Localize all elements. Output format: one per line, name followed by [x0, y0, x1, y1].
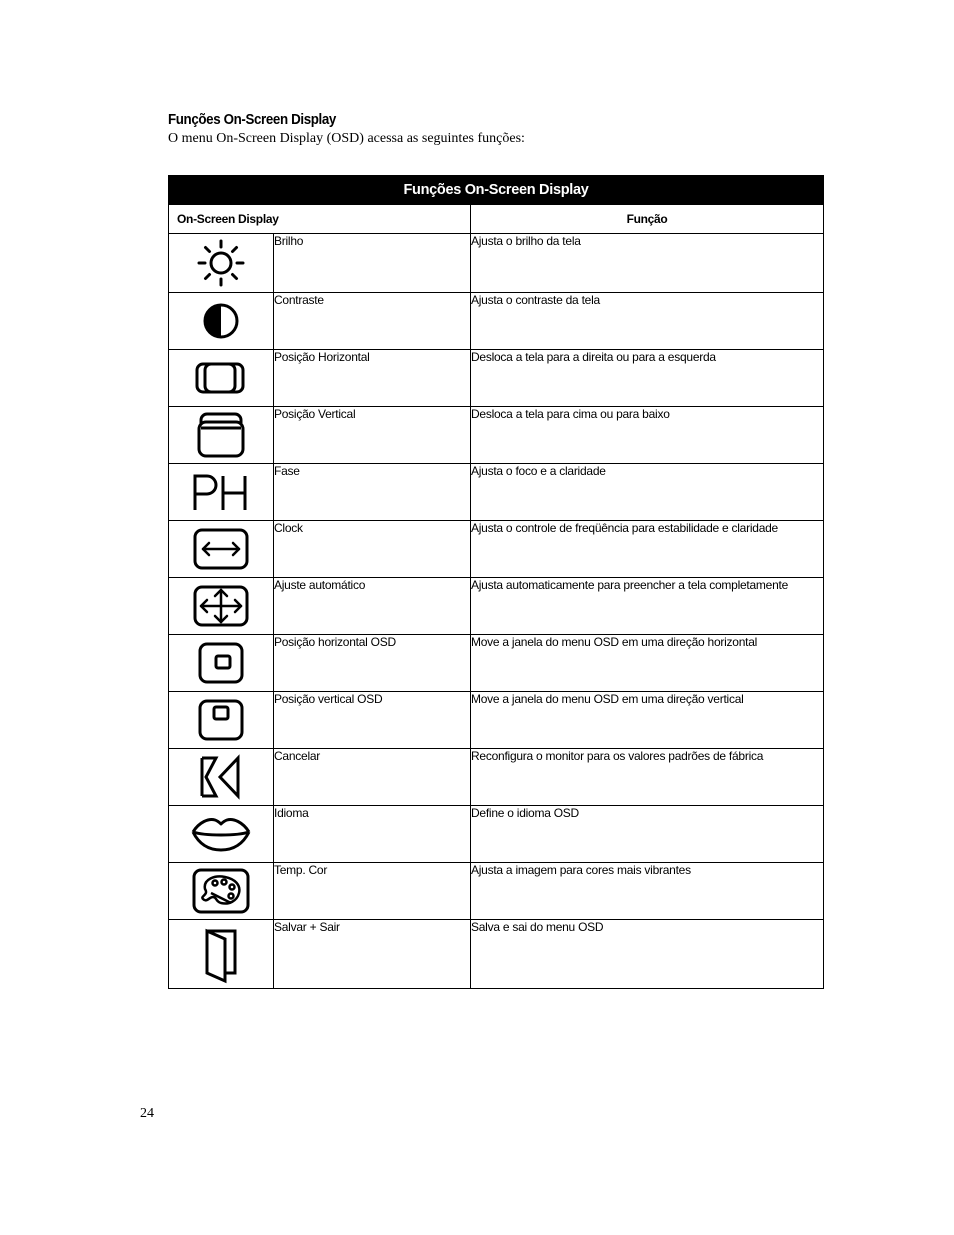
column-header-osd: On-Screen Display — [169, 205, 471, 234]
osd-name: Fase — [274, 464, 471, 521]
phase-ph-icon — [191, 470, 251, 514]
osd-horizontal-position-icon — [196, 640, 246, 686]
brightness-sun-icon — [195, 237, 247, 289]
table-row — [169, 521, 824, 578]
osd-function: Desloca a tela para cima ou para baixo — [471, 407, 824, 464]
table-row — [169, 234, 824, 293]
section-heading: Funções On-Screen Display — [168, 112, 336, 128]
table-row — [169, 578, 824, 635]
osd-name: Contraste — [274, 293, 471, 350]
osd-function: Ajusta o foco e a claridade — [471, 464, 824, 521]
osd-function: Reconfigura o monitor para os valores padrões de fábrica — [471, 749, 824, 806]
column-header-function: Função — [471, 205, 824, 234]
color-palette-icon — [191, 867, 251, 915]
osd-function: Move a janela do menu OSD em uma direção horizontal — [471, 635, 824, 692]
table-row — [169, 920, 824, 989]
osd-functions-table — [168, 175, 824, 989]
osd-name: Brilho — [274, 234, 471, 293]
osd-function: Ajusta a imagem para cores mais vibrantes — [471, 863, 824, 920]
table-row — [169, 293, 824, 350]
osd-name: Clock — [274, 521, 471, 578]
osd-function: Ajusta o contraste da tela — [471, 293, 824, 350]
osd-name: Ajuste automático — [274, 578, 471, 635]
osd-name: Temp. Cor — [274, 863, 471, 920]
vertical-position-icon — [193, 410, 249, 460]
osd-name: Posição horizontal OSD — [274, 635, 471, 692]
osd-function: Salva e sai do menu OSD — [471, 920, 824, 989]
table-row — [169, 350, 824, 407]
osd-name: Posição vertical OSD — [274, 692, 471, 749]
table-row — [169, 692, 824, 749]
language-lips-icon — [189, 814, 253, 854]
auto-adjust-icon — [191, 583, 251, 629]
page-number: 24 — [140, 1106, 154, 1121]
save-exit-door-icon — [199, 923, 243, 985]
osd-function: Move a janela do menu OSD em uma direção vertical — [471, 692, 824, 749]
table-row — [169, 806, 824, 863]
clock-arrows-icon — [191, 526, 251, 572]
osd-function: Ajusta automaticamente para preencher a tela completamente — [471, 578, 824, 635]
intro-text: O menu On-Screen Display (OSD) acessa as seguintes funções: — [168, 131, 525, 146]
osd-name: Idioma — [274, 806, 471, 863]
osd-function: Define o idioma OSD — [471, 806, 824, 863]
osd-name: Posição Vertical — [274, 407, 471, 464]
contrast-icon — [199, 299, 243, 343]
table-row — [169, 863, 824, 920]
osd-function: Ajusta o controle de freqüência para estabilidade e claridade — [471, 521, 824, 578]
table-row — [169, 464, 824, 521]
table-title: Funções On-Screen Display — [169, 176, 824, 205]
osd-vertical-position-icon — [196, 697, 246, 743]
table-row — [169, 635, 824, 692]
osd-name: Salvar + Sair — [274, 920, 471, 989]
osd-function: Ajusta o brilho da tela — [471, 234, 824, 293]
osd-name: Cancelar — [274, 749, 471, 806]
table-row — [169, 407, 824, 464]
cancel-reset-icon — [196, 754, 246, 800]
horizontal-position-icon — [193, 356, 249, 400]
osd-name: Posição Horizontal — [274, 350, 471, 407]
table-row — [169, 749, 824, 806]
osd-function: Desloca a tela para a direita ou para a esquerda — [471, 350, 824, 407]
